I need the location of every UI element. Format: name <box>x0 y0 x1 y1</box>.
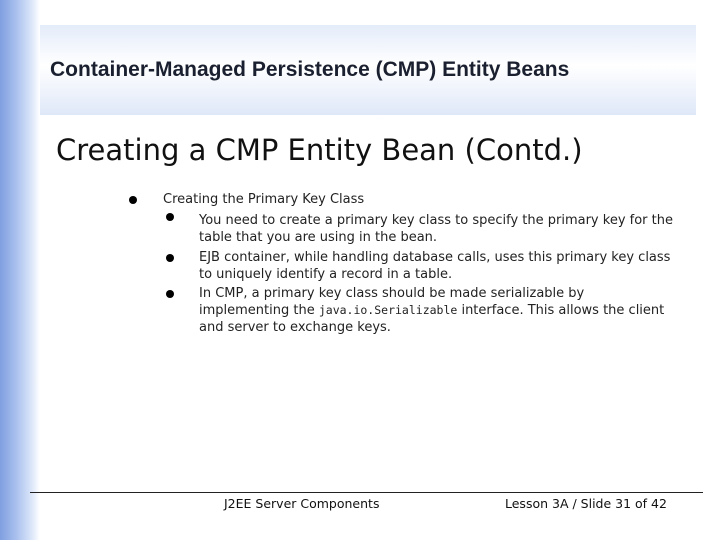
header-title: Container-Managed Persistence (CMP) Entity Beans <box>50 58 570 81</box>
bullet-label: Creating the Primary Key Class <box>163 192 365 207</box>
sub-bullet-dot <box>166 254 174 262</box>
slide-title: Creating a CMP Entity Bean (Contd.) <box>56 133 583 167</box>
sub-bullet-text <box>199 285 669 336</box>
left-gradient-stripe <box>0 0 40 540</box>
sub-bullet-text-before: In CMP, a primary key class should be made serializable by implementing the <box>199 286 585 318</box>
sub-bullet-text: EJB container, while handling database calls, uses this primary key class to uniquely identify a record in a table. <box>199 250 671 282</box>
code-snippet: java.io.Serializable <box>318 303 458 317</box>
sub-bullet-text: You need to create a primary key class to specify the primary key for the table that you are using in the bean. <box>199 213 673 245</box>
bullet-dot <box>129 196 137 204</box>
sub-bullet-dot <box>166 213 174 221</box>
sub-bullet-dot <box>166 290 174 298</box>
footer-divider <box>30 492 703 493</box>
footer-slide-number: Lesson 3A / Slide 31 of 42 <box>505 496 667 511</box>
footer-course: J2EE Server Components <box>224 496 380 511</box>
sub-bullet-text-after: interface. This allows the client and server to exchange keys. <box>199 303 665 335</box>
